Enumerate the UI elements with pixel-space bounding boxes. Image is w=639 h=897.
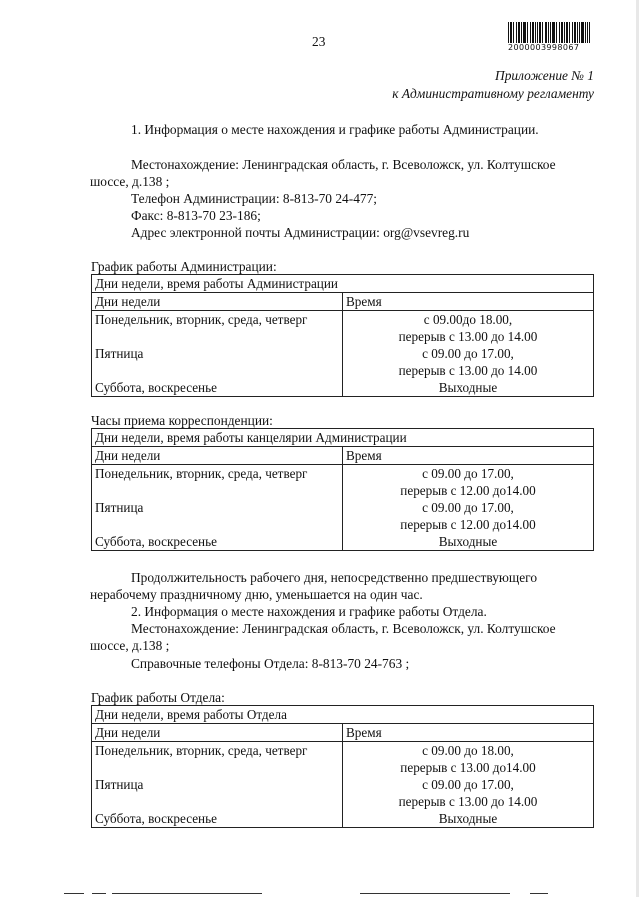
table3-col-time: Время: [343, 724, 594, 742]
section2-location-line2: шоссе, д.138 ;: [90, 638, 170, 653]
table1-row3-days: Суббота, воскресенье: [92, 379, 343, 397]
table1-title-row: [92, 275, 594, 293]
section1-phone: Телефон Администрации: 8-813-70 24-477;: [131, 191, 378, 206]
section2-phones: Справочные телефоны Отдела: 8-813-70 24-763 ;: [131, 656, 410, 671]
table3-row2-time: [343, 776, 594, 810]
scan-artifact-line: [360, 893, 510, 894]
table2-row2-time: [343, 499, 594, 533]
table2-col-days: Дни недели: [92, 447, 343, 465]
table3-title-row: [92, 706, 594, 724]
table2-header-row: [92, 447, 594, 465]
scan-artifact-line: [92, 893, 106, 894]
table-row: [92, 379, 594, 397]
scan-artifact-line: [530, 893, 548, 894]
table3-header-row: [92, 724, 594, 742]
table1-row1-time2: перерыв с 13.00 до 14.00: [398, 329, 538, 344]
table3-caption: График работы Отдела:: [91, 690, 225, 705]
table1-header-row: [92, 293, 594, 311]
table3-row2-time1: с 09.00 до 17.00,: [422, 777, 514, 792]
page-number: 23: [312, 34, 326, 49]
table2-caption: Часы приема корреспонденции:: [91, 413, 273, 428]
table1-row1-time1: с 09.00до 18.00,: [423, 312, 513, 327]
table-row: [92, 311, 594, 346]
table2-row1-time2: перерыв с 12.00 до14.00: [400, 483, 536, 498]
table1-caption: График работы Администрации:: [91, 259, 277, 274]
table1-row3-time: Выходные: [343, 379, 594, 397]
table3-row1-time2: перерыв с 13.00 до14.00: [400, 760, 536, 775]
section1-email: Адрес электронной почты Администрации: org@vsevreg.ru: [131, 225, 470, 240]
barcode-number: 2000003998067: [508, 43, 580, 52]
table-row: [92, 345, 594, 379]
section1-fax: Факс: 8-813-70 23-186;: [131, 208, 261, 223]
scan-artifact-line: [112, 893, 262, 894]
section1-location-line2: шоссе, д.138 ;: [90, 174, 170, 189]
table1-col-time: Время: [343, 293, 594, 311]
table2-row1-time1: с 09.00 до 17.00,: [422, 466, 514, 481]
section1-heading: 1. Информация о месте нахождения и графике работы Администрации.: [131, 122, 539, 137]
table-row: [92, 776, 594, 810]
table2-title: Дни недели, время работы канцелярии Администрации: [92, 429, 594, 447]
table1-row1-days: Понедельник, вторник, среда, четверг: [92, 311, 343, 346]
table3-title: Дни недели, время работы Отдела: [92, 706, 594, 724]
table3-col-days: Дни недели: [92, 724, 343, 742]
table2-row1-time: [343, 465, 594, 500]
table2-title-row: [92, 429, 594, 447]
table1-row2-time1: с 09.00 до 17.00,: [422, 346, 514, 361]
table2-row3-days: Суббота, воскресенье: [92, 533, 343, 551]
appendix-subtitle: к Административному регламенту: [392, 86, 594, 101]
barcode: [508, 22, 590, 52]
table1-title: Дни недели, время работы Администрации: [92, 275, 594, 293]
table3-row1-time1: с 09.00 до 18.00,: [422, 743, 514, 758]
table-row: [92, 465, 594, 500]
table2-row2-time1: с 09.00 до 17.00,: [422, 500, 514, 515]
section2-location-line1: Местонахождение: Ленинградская область, г. Всеволожск, ул. Колтушское: [131, 621, 556, 636]
table2-row1-days: Понедельник, вторник, среда, четверг: [92, 465, 343, 500]
table-row: [92, 533, 594, 551]
table-row: [92, 499, 594, 533]
table1-row2-time: [343, 345, 594, 379]
table2-row3-time: Выходные: [343, 533, 594, 551]
table1-row2-time2: перерыв с 13.00 до 14.00: [398, 363, 538, 378]
duration-line1: Продолжительность рабочего дня, непосредственно предшествующего: [131, 570, 538, 585]
table1-row1-time: [343, 311, 594, 346]
table1: [91, 274, 594, 397]
table2-col-time: Время: [343, 447, 594, 465]
table3: [91, 705, 594, 828]
duration-line2: нерабочему праздничному дню, уменьшается на один час.: [90, 587, 423, 602]
table3-row1-time: [343, 742, 594, 777]
section2-heading: 2. Информация о месте нахождения и графике работы Отдела.: [131, 604, 487, 619]
barcode-bars: [508, 22, 590, 43]
table2-row2-time2: перерыв с 12.00 до14.00: [400, 517, 536, 532]
table3-row2-days: Пятница: [92, 776, 343, 810]
table3-row3-days: Суббота, воскресенье: [92, 810, 343, 828]
table1-row2-days: Пятница: [92, 345, 343, 379]
table3-row3-time: Выходные: [343, 810, 594, 828]
table1-col-days: Дни недели: [92, 293, 343, 311]
table2: [91, 428, 594, 551]
appendix-title: Приложение № 1: [495, 68, 594, 83]
table-row: [92, 810, 594, 828]
table2-row2-days: Пятница: [92, 499, 343, 533]
table-row: [92, 742, 594, 777]
table3-row1-days: Понедельник, вторник, среда, четверг: [92, 742, 343, 777]
scan-artifact-line: [64, 893, 84, 894]
section1-location-line1: Местонахождение: Ленинградская область, г. Всеволожск, ул. Колтушское: [131, 157, 556, 172]
table3-row2-time2: перерыв с 13.00 до 14.00: [398, 794, 538, 809]
